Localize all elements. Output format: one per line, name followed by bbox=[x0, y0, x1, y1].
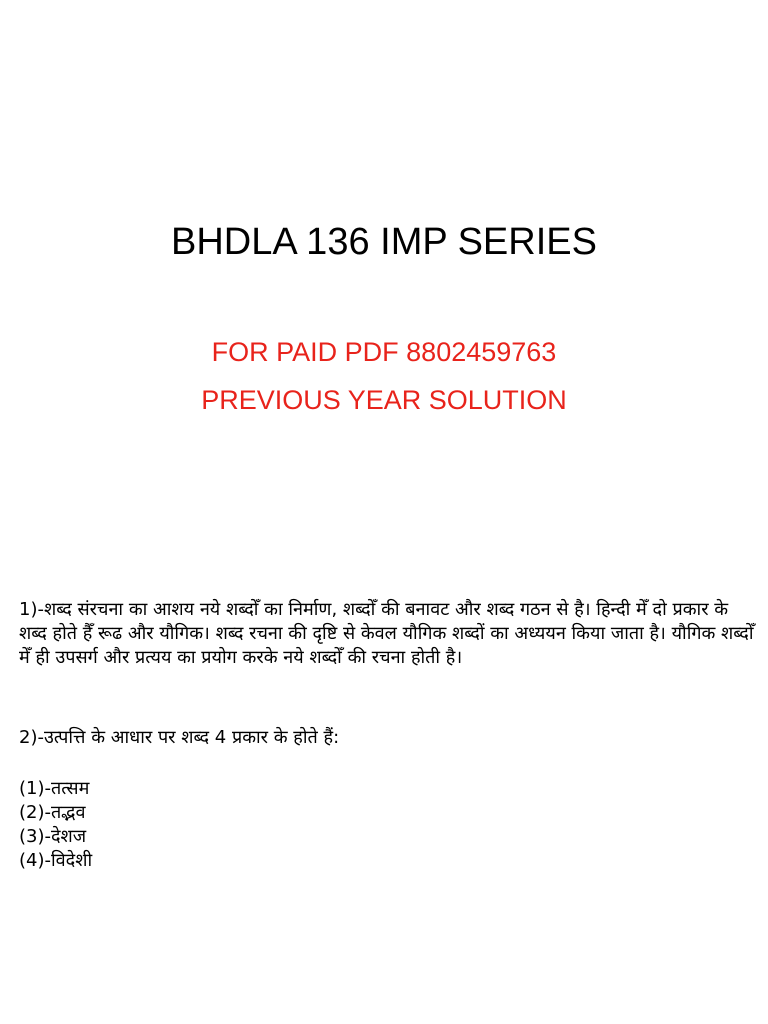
list-item: (2)-तद्भव bbox=[19, 802, 86, 823]
answer-paragraph-2: 2)-उत्पत्ति के आधार पर शब्द 4 प्रकार के होते हैं: bbox=[19, 727, 340, 748]
list-item: (3)-देशज bbox=[19, 826, 87, 847]
document-title: BHDLA 136 IMP SERIES bbox=[171, 221, 597, 263]
previous-year-solution-label: PREVIOUS YEAR SOLUTION bbox=[201, 385, 567, 415]
paid-pdf-contact: FOR PAID PDF 8802459763 bbox=[211, 337, 557, 367]
list-item: (4)-विदेशी bbox=[19, 850, 93, 871]
answer-paragraph-1: 1)-शब्द संरचना का आशय नये शब्दोँ का निर्माण, शब्दोँ की बनावट और शब्द गठन से है। हिन्दी मेँ दो प्रकार के शब्द होते हैँ रूढ और यौगिक। शब्द रचना की दृष्टि से केवल यौगिक शब्दों का अध्ययन किया जाता है। यौगिक शब्दोँ मेँ ही उपसर्ग और प्रत्यय का प्रयोग करके नये शब्दोँ की रचना होती है। bbox=[19, 599, 754, 668]
list-item: (1)-तत्सम bbox=[19, 778, 90, 799]
word-types-list bbox=[19, 777, 419, 873]
